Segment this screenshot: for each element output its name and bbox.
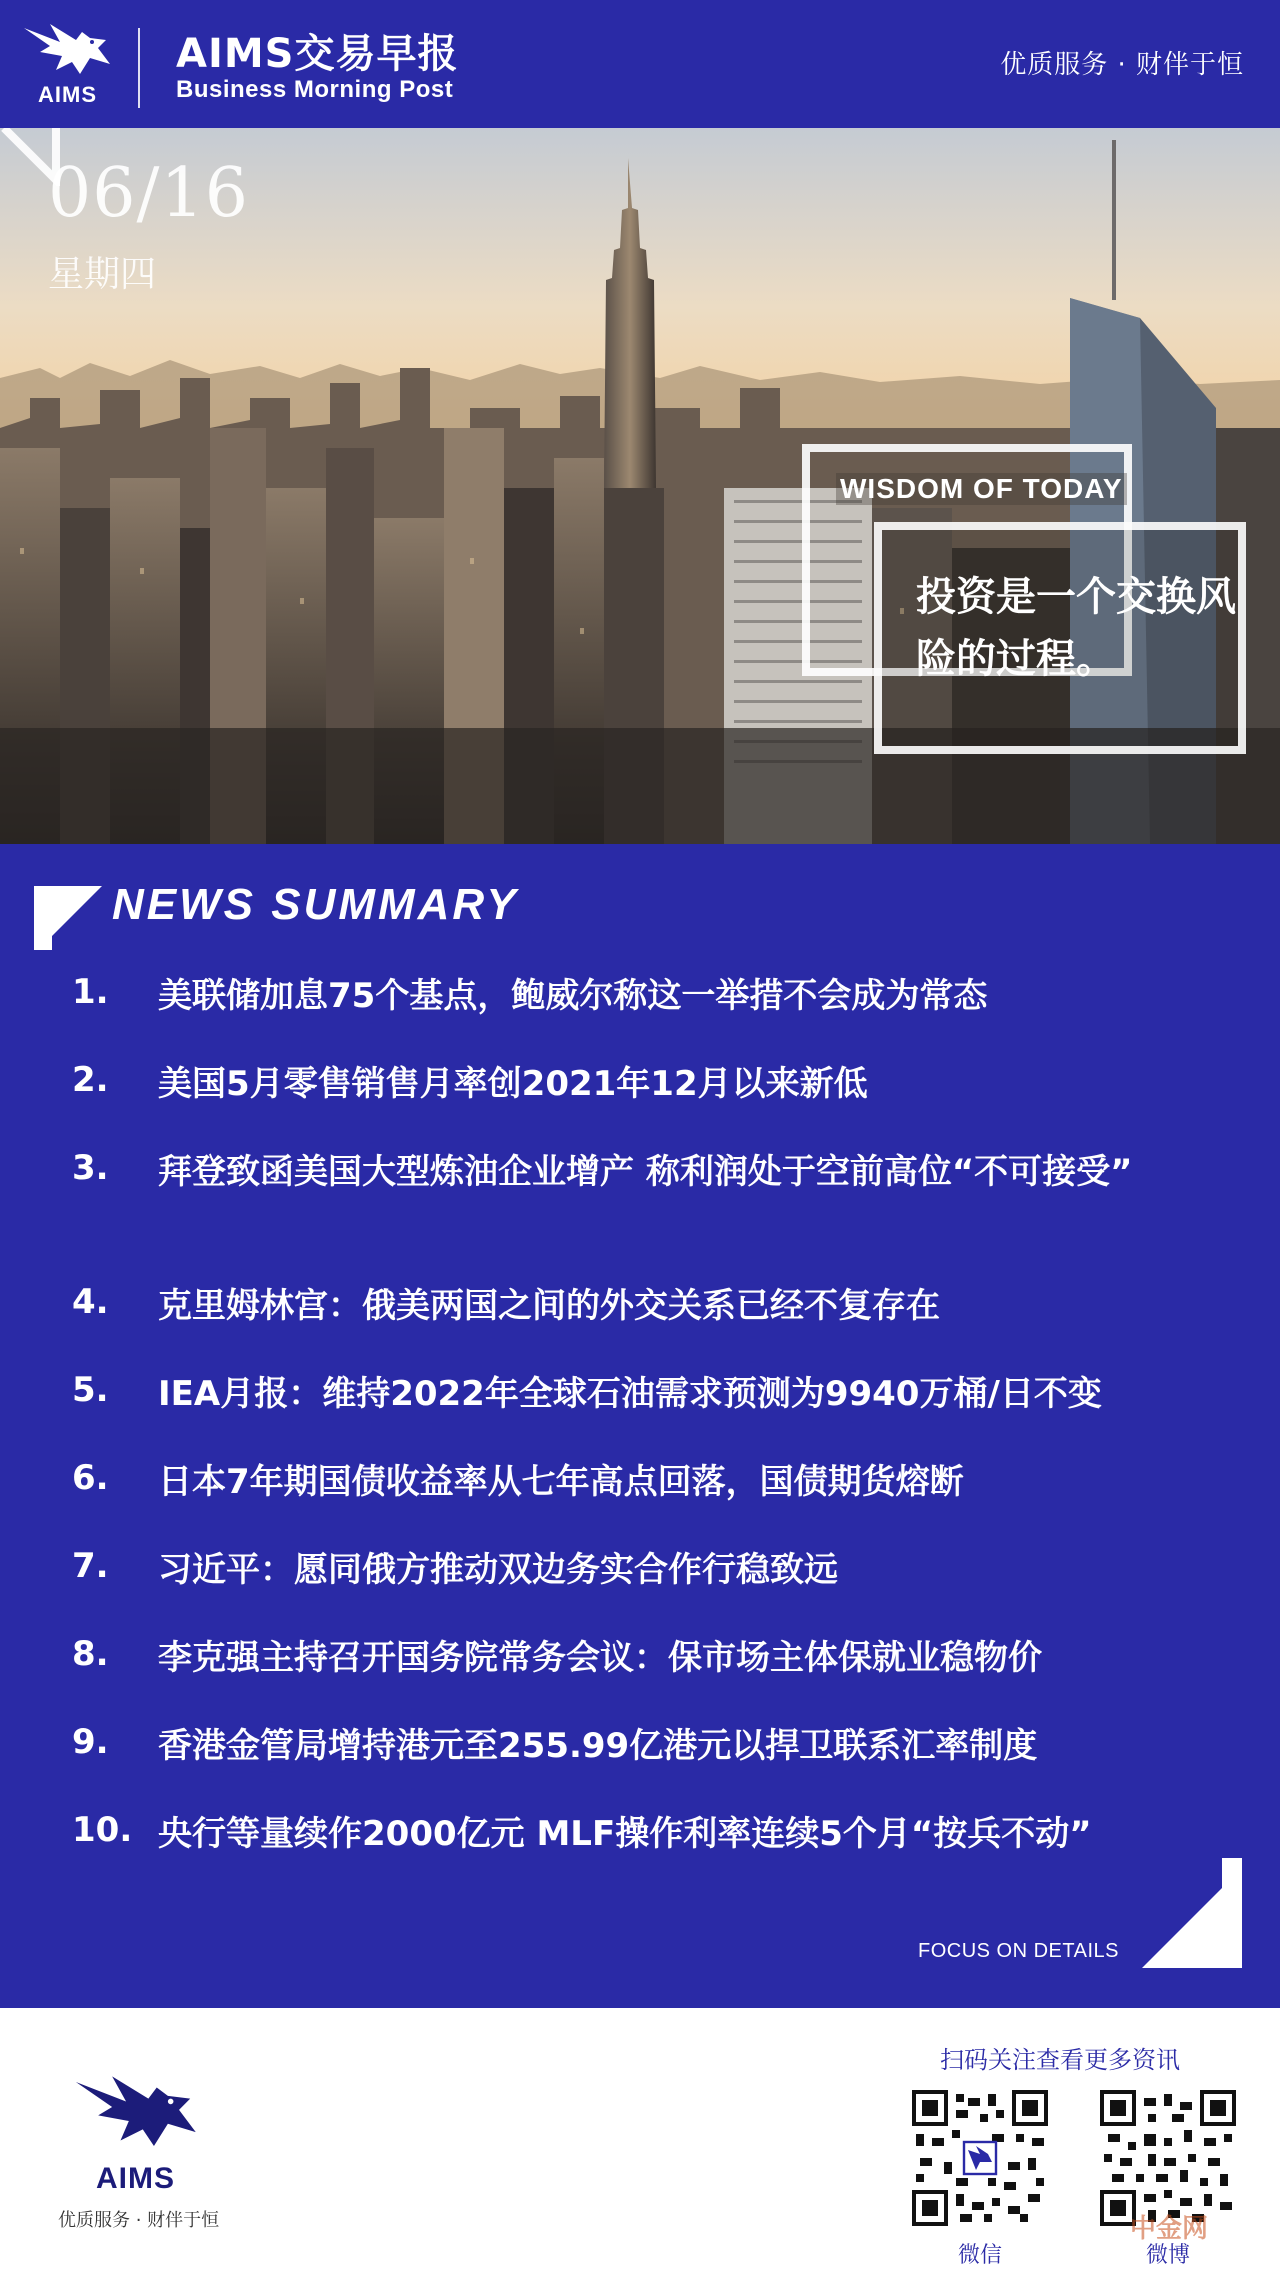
footer-slogan: 优质服务 · 财伴于恒 [58, 2210, 220, 2231]
news-item-number: 9. [72, 1722, 109, 1762]
news-item-number: 2. [72, 1060, 109, 1100]
news-item-number: 7. [72, 1546, 109, 1586]
date-display: 06/16 [48, 154, 249, 233]
news-item-text: 日本7年期国债收益率从七年高点回落，国债期货熔断 [158, 1462, 964, 1502]
wechat-qr-code[interactable] [912, 2090, 1048, 2226]
header-divider [138, 28, 140, 108]
news-item-text: 拜登致函美国大型炼油企业增产 称利润处于空前高位“不可接受” [158, 1152, 1133, 1192]
news-summary-title: NEWS SUMMARY [112, 880, 519, 929]
weibo-qr-code[interactable] [1100, 2090, 1236, 2226]
news-item-text: 香港金管局增持港元至255.99亿港元以捍卫联系汇率制度 [158, 1726, 1038, 1766]
focus-on-details-label: FOCUS ON DETAILS [918, 1940, 1119, 1962]
page-subtitle: Business Morning Post [176, 76, 454, 103]
scan-prompt: 扫码关注查看更多资讯 [940, 2046, 1180, 2074]
eagle-icon [20, 18, 120, 84]
weekday-display: 星期四 [48, 254, 157, 295]
news-item-text: 美国5月零售销售月率创2021年12月以来新低 [158, 1064, 868, 1104]
news-item-number: 4. [72, 1282, 109, 1322]
news-item-number: 6. [72, 1458, 109, 1498]
footer [0, 2008, 1280, 2276]
weibo-label: 微博 [1146, 2243, 1191, 2268]
news-item-number: 5. [72, 1370, 109, 1410]
news-item-text: 央行等量续作2000亿元 MLF操作利率连续5个月“按兵不动” [158, 1814, 1092, 1854]
news-item-text: 美联储加息75个基点，鲍威尔称这一举措不会成为常态 [158, 976, 988, 1016]
news-item-text: IEA月报：维持2022年全球石油需求预测为9940万桶/日不变 [158, 1374, 1102, 1414]
wechat-label: 微信 [958, 2243, 1003, 2268]
logo-text: AIMS [96, 2162, 175, 2195]
watermark: 中金网 [1130, 2214, 1209, 2244]
aims-logo [20, 18, 120, 110]
news-item-number: 8. [72, 1634, 109, 1674]
news-item-number: 1. [72, 972, 109, 1012]
news-item-text: 李克强主持召开国务院常务会议：保市场主体保就业稳物价 [158, 1638, 1042, 1678]
news-item-text: 习近平：愿同俄方推动双边务实合作行稳致远 [158, 1550, 838, 1590]
page-title: AIMS交易早报 [176, 31, 459, 77]
aims-logo [70, 2068, 210, 2198]
wisdom-label: WISDOM OF TODAY [836, 473, 1127, 505]
news-item-number: 10. [72, 1810, 133, 1850]
corner-bracket-icon [1142, 1858, 1242, 1968]
speech-tail-icon [0, 128, 60, 186]
header-slogan: 优质服务 · 财伴于恒 [1000, 50, 1244, 80]
news-item-number: 3. [72, 1148, 109, 1188]
header-bar [0, 0, 1280, 128]
news-summary-section [0, 844, 1280, 2008]
logo-text: AIMS [38, 82, 97, 107]
news-item-text: 克里姆林宫：俄美两国之间的外交关系已经不复存在 [158, 1286, 940, 1326]
wisdom-quote: 投资是一个交换风险的过程。 [916, 574, 1236, 682]
corner-bracket-icon [34, 886, 102, 950]
eagle-icon [70, 2068, 210, 2160]
hero-city-image [0, 128, 1280, 844]
